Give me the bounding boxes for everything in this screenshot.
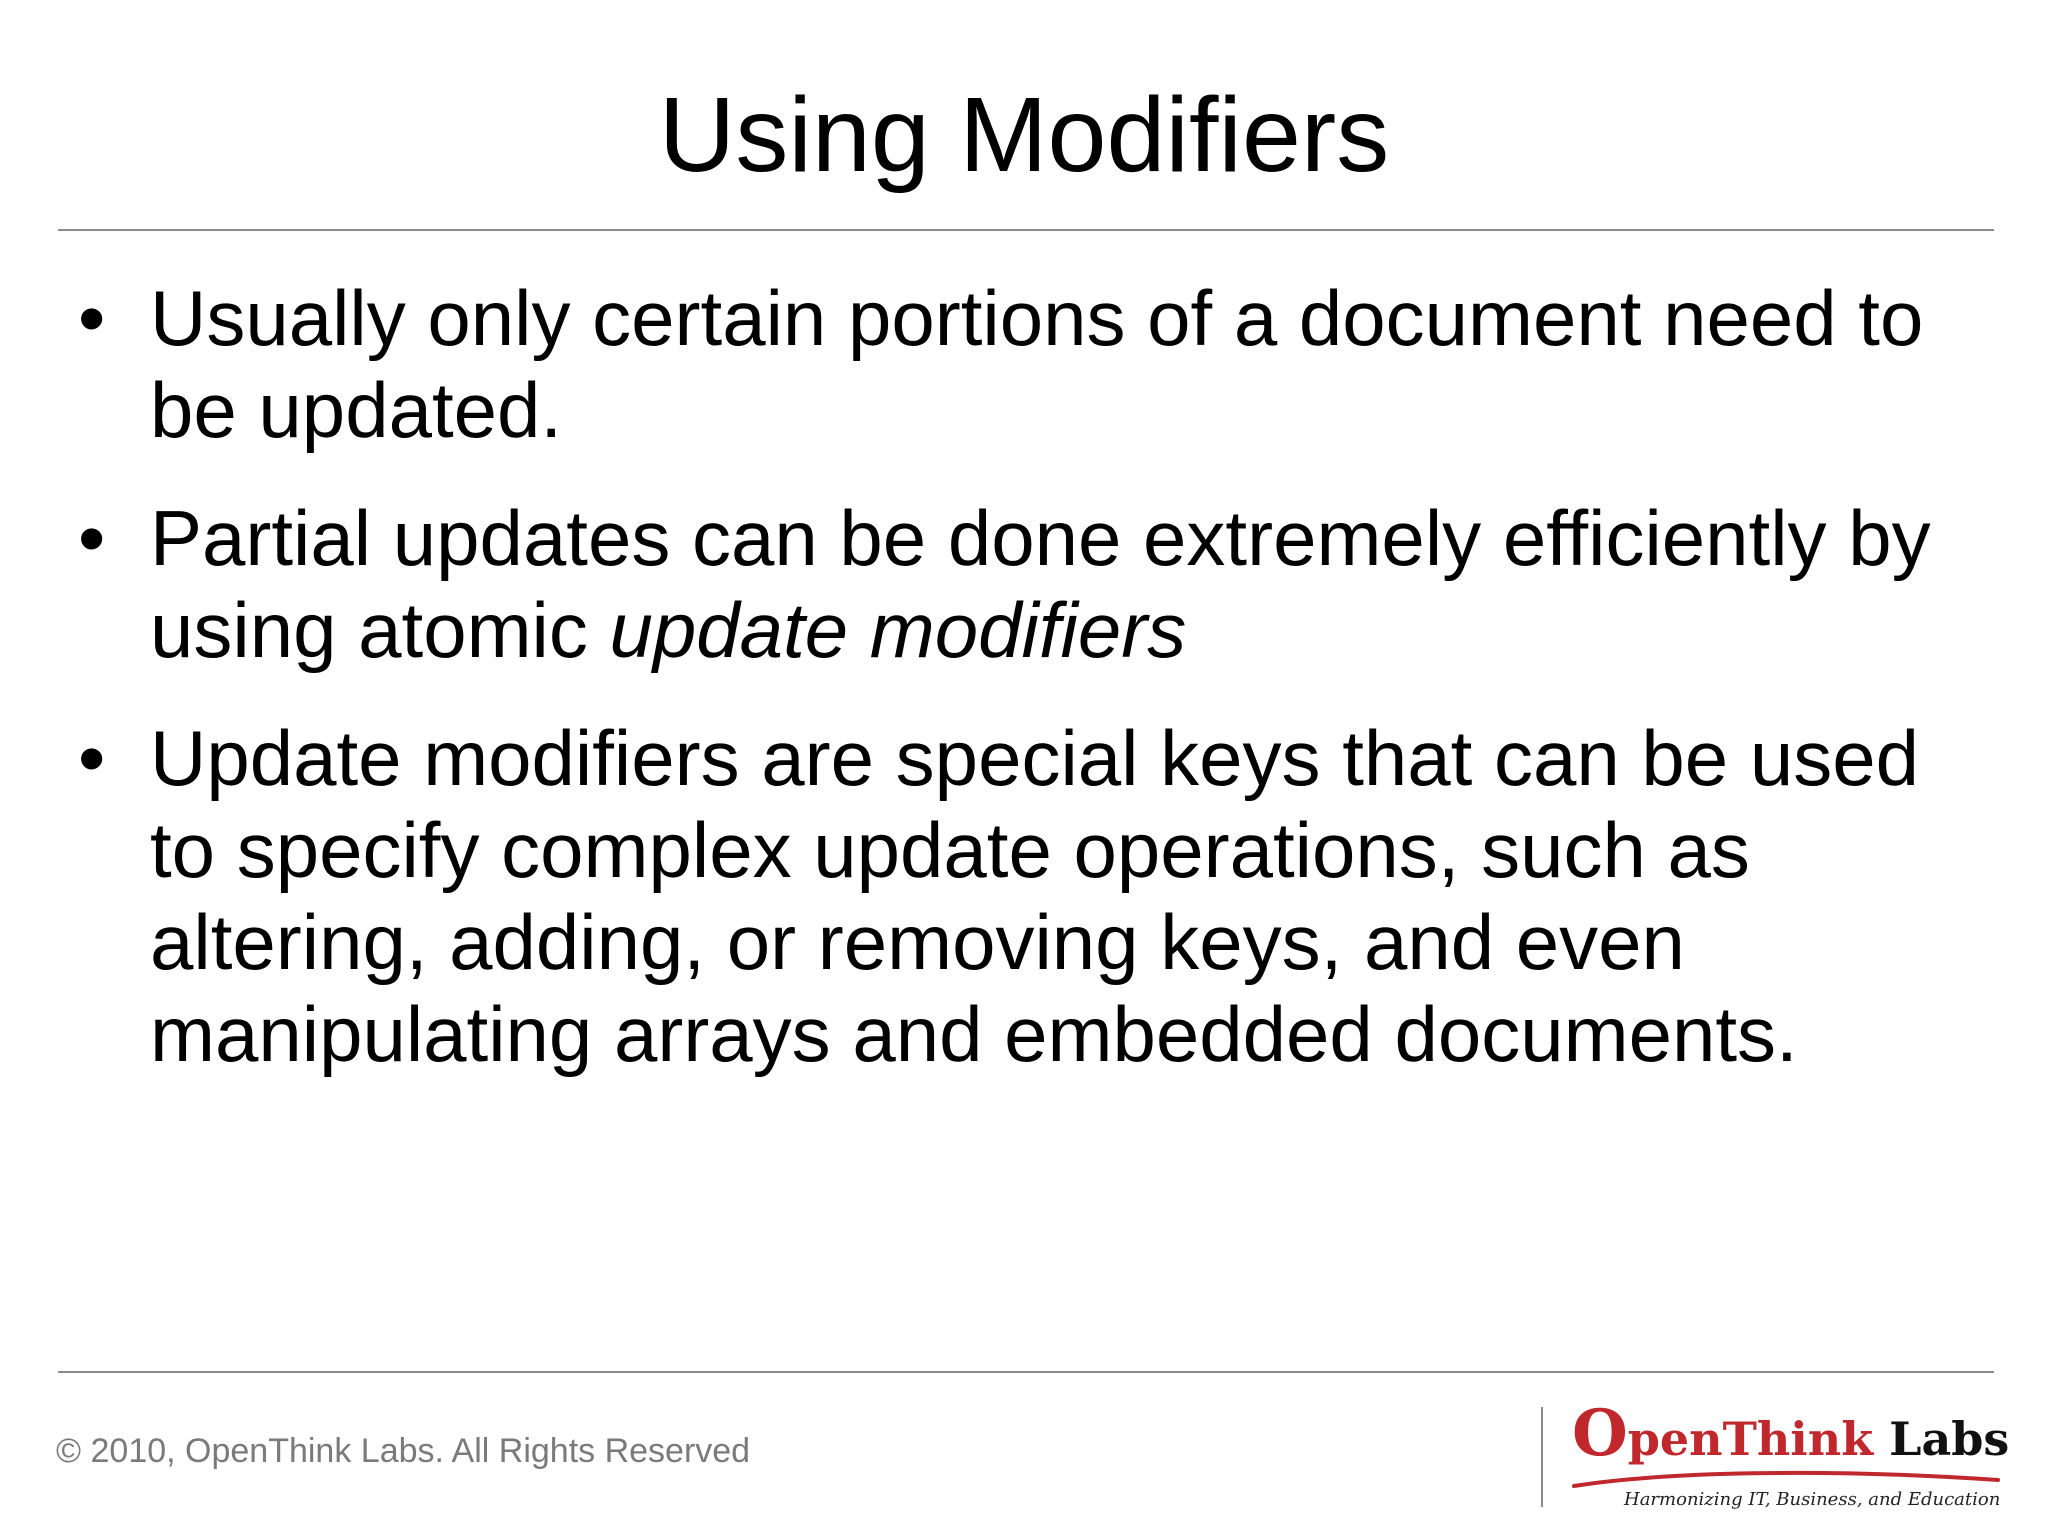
bullet-text: Update modifiers are special keys that can be used to specify complex update operations, such as altering, adding, or removing keys, and even manipulating arrays and embedded documents. (150, 714, 1919, 1078)
openthink-labs-logo (1572, 1396, 2010, 1520)
bullet-item (78, 492, 1998, 676)
logo-wordmark (1572, 1396, 2010, 1471)
logo-separator (1541, 1407, 1543, 1507)
bullet-dot: • (78, 494, 106, 582)
bullet-dot: • (78, 274, 106, 362)
copyright-notice: © 2010, OpenThink Labs. All Rights Reserved (56, 1432, 751, 1470)
logo-o-mark: O (1572, 1396, 1628, 1471)
bullet-dot: • (78, 714, 106, 802)
title-divider (58, 229, 1994, 231)
logo-tagline: Harmonizing IT, Business, and Education (1624, 1489, 2001, 1510)
bullet-list (78, 272, 1998, 1116)
bullet-text: Usually only certain portions of a document need to be updated. (150, 274, 1924, 454)
bullet-text: Partial updates can be done extremely efficiently by using atomic (150, 494, 1931, 674)
logo-name-text: penThink (1627, 1412, 1874, 1466)
bullet-emphasis: update modifiers (609, 586, 1187, 674)
bullet-item (78, 272, 1998, 456)
bullet-item (78, 712, 1998, 1080)
slide-title: Using Modifiers (658, 76, 1390, 194)
footer-divider (58, 1371, 1994, 1373)
logo-labs-text: Labs (1889, 1412, 2010, 1466)
